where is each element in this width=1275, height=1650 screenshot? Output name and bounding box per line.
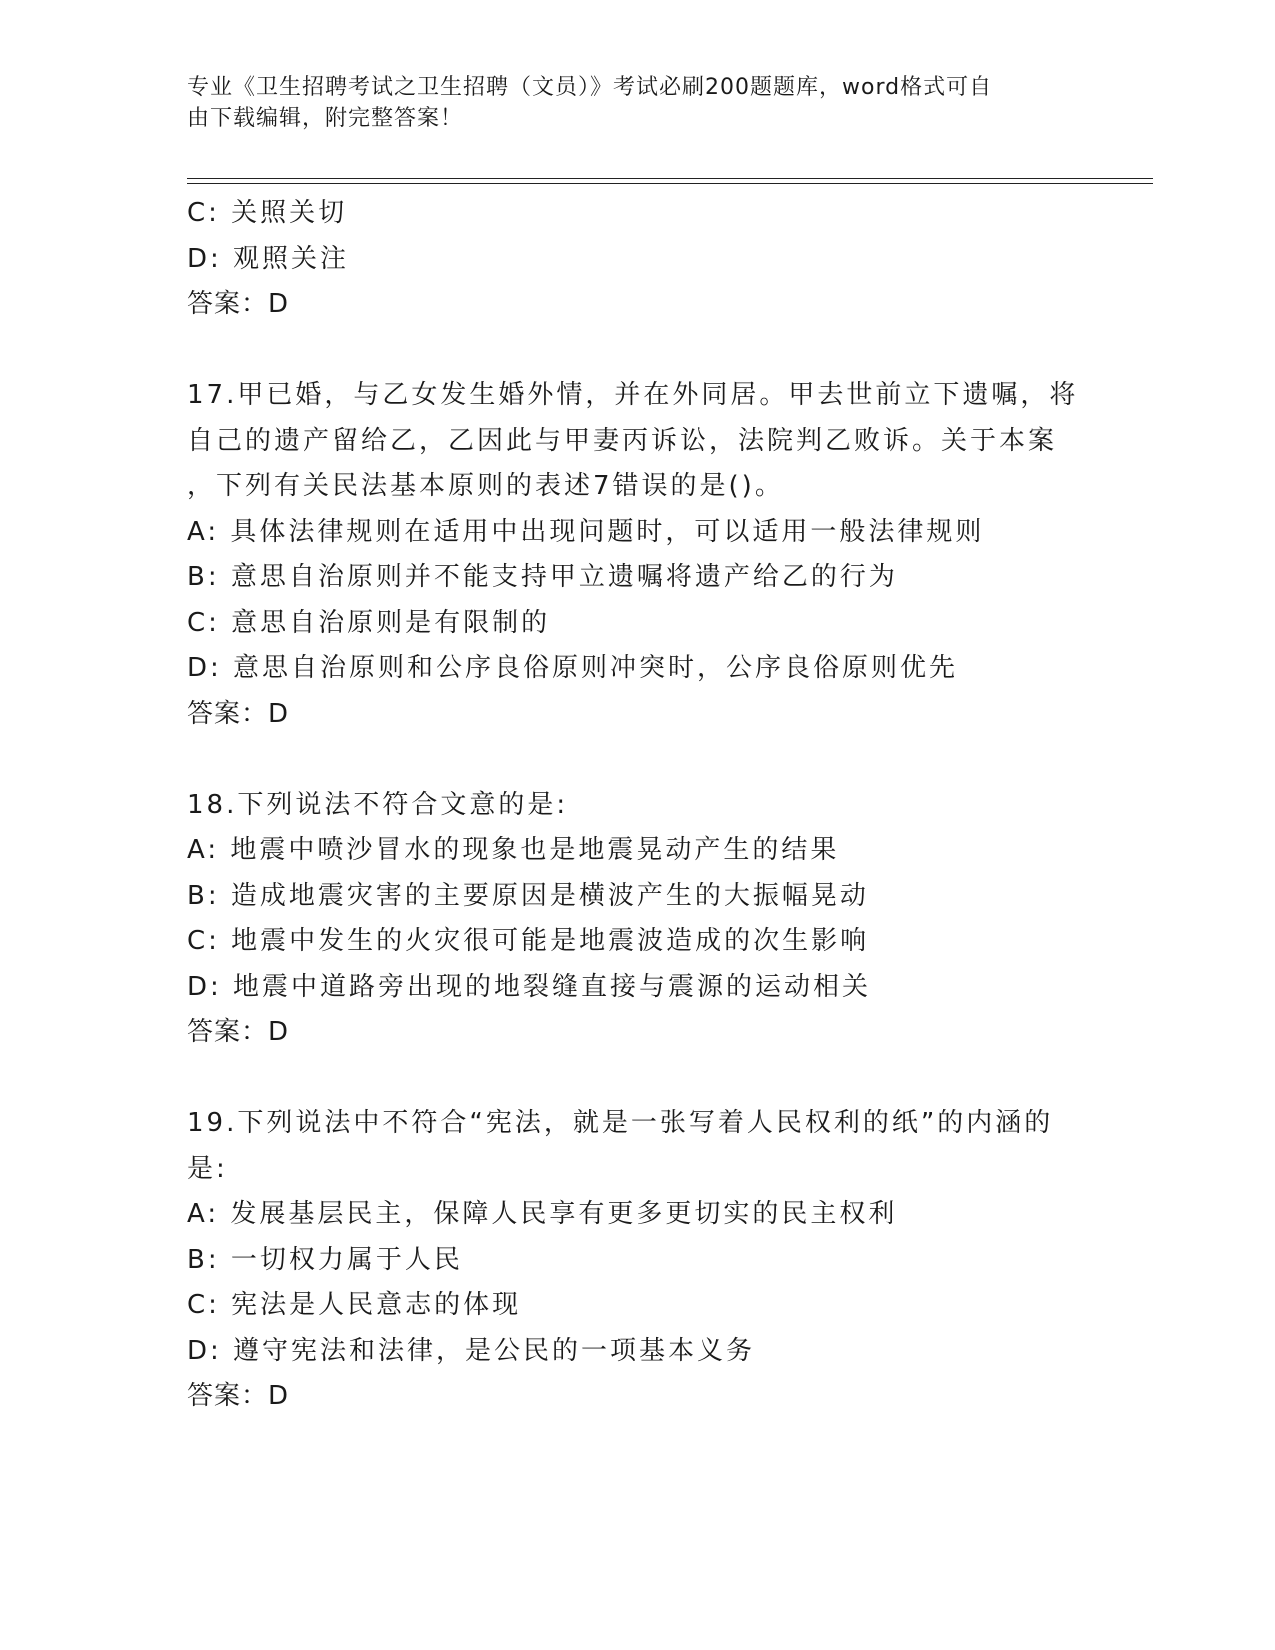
question-stem-line: 19.下列说法中不符合“宪法，就是一张写着人民权利的纸”的内涵的 bbox=[187, 1108, 1054, 1138]
option-a: A: 发展基层民主，保障人民享有更多更切实的民主权利 bbox=[187, 1199, 898, 1229]
header-line-2: 由下载编辑，附完整答案！ bbox=[187, 106, 464, 131]
option-b: B: 一切权力属于人民 bbox=[187, 1244, 463, 1275]
question-stem-line: ，下列有关民法基本原则的表述7错误的是()。 bbox=[187, 471, 784, 501]
question-stem-line: 是: bbox=[187, 1153, 228, 1184]
question-stem-line: 17.甲已婚，与乙女发生婚外情，并在外同居。甲去世前立下遗嘱，将 bbox=[187, 380, 1079, 410]
option-c: C: 地震中发生的火灾很可能是地震波造成的次生影响 bbox=[187, 926, 870, 956]
question-block-18 bbox=[187, 783, 1087, 1056]
option-c: C: 宪法是人民意志的体现 bbox=[187, 1290, 522, 1320]
page-header bbox=[187, 72, 1067, 134]
option-d: D: 地震中道路旁出现的地裂缝直接与震源的运动相关 bbox=[187, 971, 872, 1002]
answer-line: 答案：D bbox=[187, 289, 290, 319]
header-line-1: 专业《卫生招聘考试之卫生招聘（文员）》考试必刷200题题库，word格式可自 bbox=[187, 75, 993, 100]
question-block-19 bbox=[187, 1101, 1087, 1420]
answer-line: 答案：D bbox=[187, 1381, 290, 1411]
question-block-16 bbox=[187, 191, 1087, 328]
question-stem-line: 自己的遗产留给乙，乙因此与甲妻丙诉讼，法院判乙败诉。关于本案 bbox=[187, 425, 1058, 456]
answer-line: 答案：D bbox=[187, 698, 290, 729]
option-c: C: 意思自治原则是有限制的 bbox=[187, 607, 551, 638]
header-divider-bottom bbox=[187, 183, 1153, 184]
spacer bbox=[187, 737, 1087, 783]
option-b: B: 造成地震灾害的主要原因是横波产生的大振幅晃动 bbox=[187, 880, 869, 911]
header-divider-top bbox=[187, 178, 1153, 179]
option-a: A: 具体法律规则在适用中出现问题时，可以适用一般法律规则 bbox=[187, 516, 985, 547]
option-a: A: 地震中喷沙冒水的现象也是地震晃动产生的结果 bbox=[187, 835, 840, 865]
spacer bbox=[187, 1056, 1087, 1102]
question-stem-line: 18.下列说法不符合文意的是: bbox=[187, 789, 569, 820]
answer-line: 答案：D bbox=[187, 1017, 290, 1047]
question-block-17 bbox=[187, 373, 1087, 737]
option-d: D: 遵守宪法和法律，是公民的一项基本义务 bbox=[187, 1335, 756, 1366]
question-content bbox=[187, 191, 1087, 1420]
spacer bbox=[187, 328, 1087, 374]
option-c: C: 关照关切 bbox=[187, 198, 348, 228]
option-d: D: 观照关注 bbox=[187, 243, 350, 274]
option-b: B: 意思自治原则并不能支持甲立遗嘱将遗产给乙的行为 bbox=[187, 562, 898, 592]
option-d: D: 意思自治原则和公序良俗原则冲突时，公序良俗原则优先 bbox=[187, 653, 959, 683]
